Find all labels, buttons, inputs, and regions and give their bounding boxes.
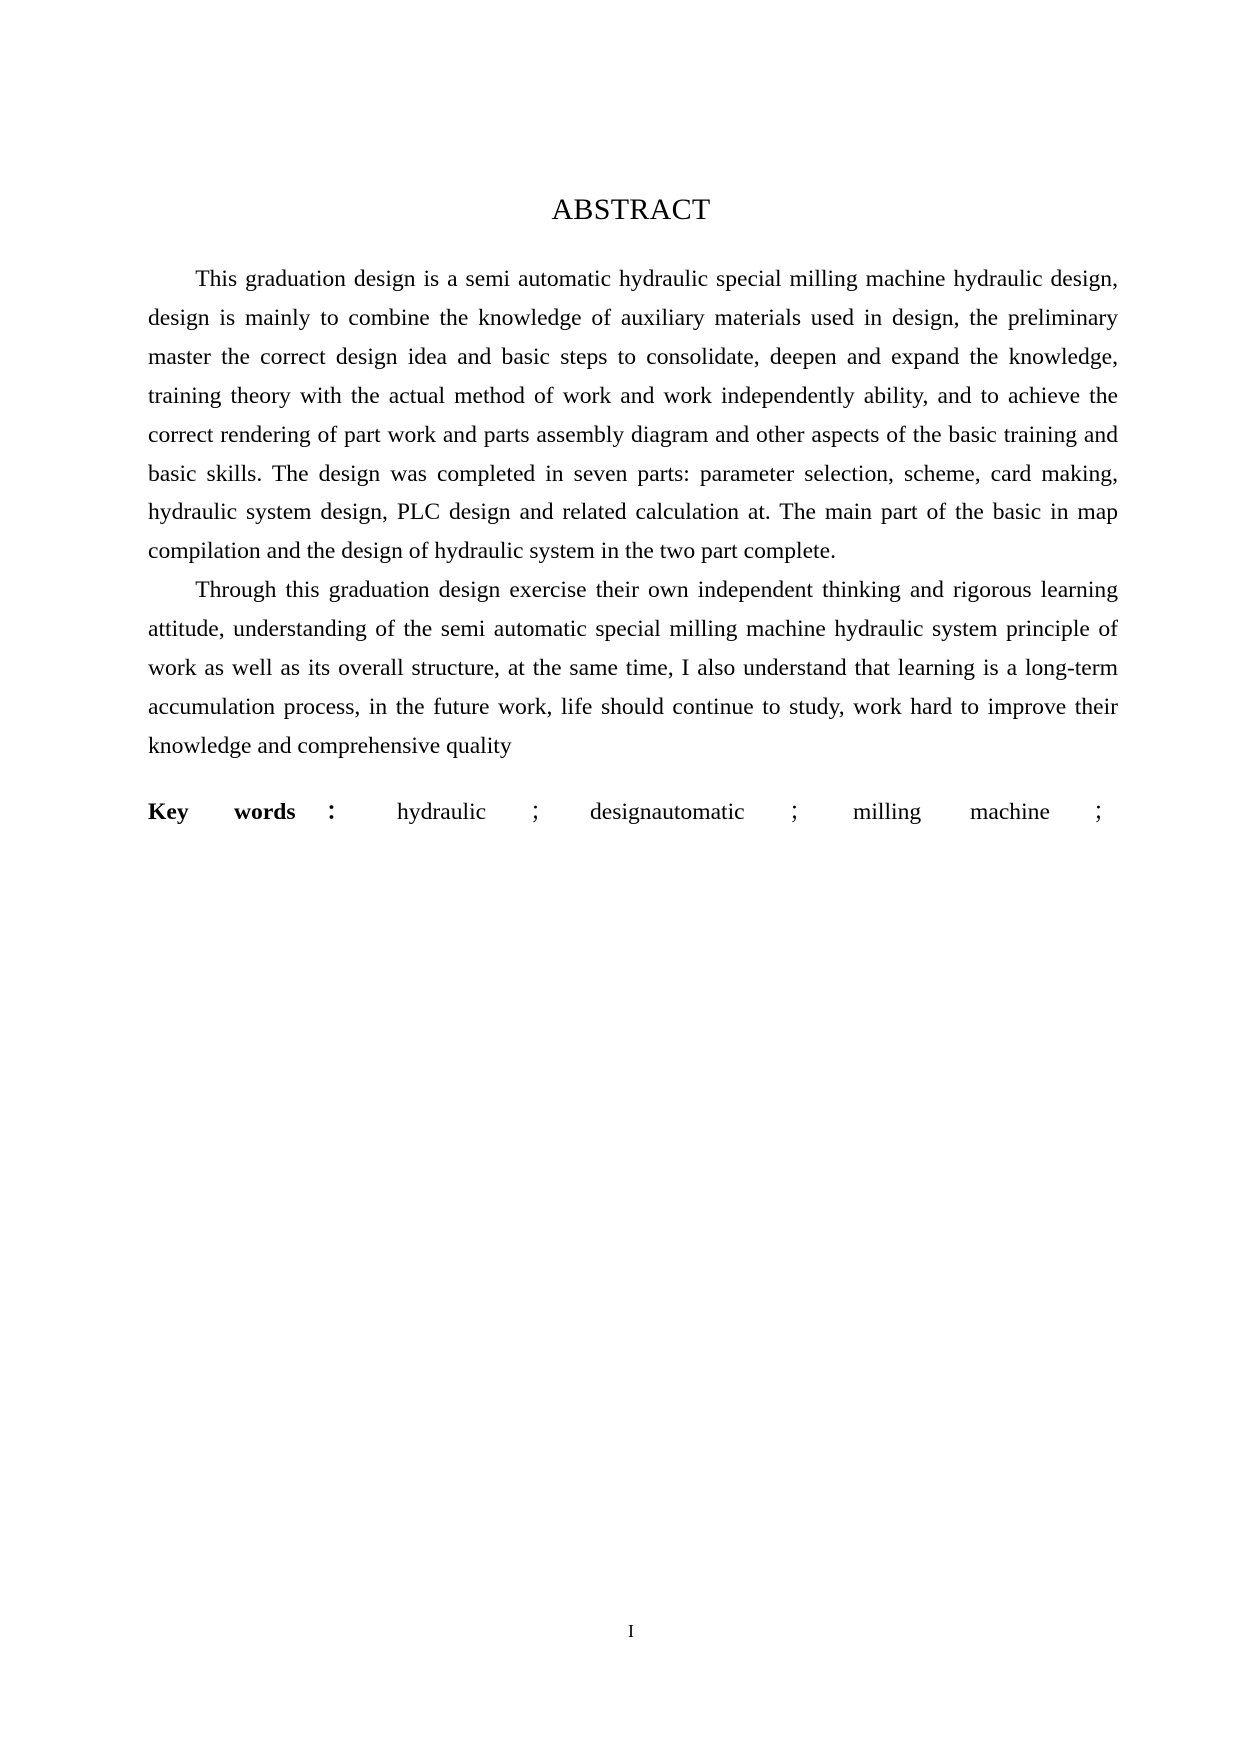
page-number: I [628,1621,634,1641]
keyword-machine: machine [970,799,1050,825]
keyword-milling: milling [853,799,922,825]
keyword-separator-3: ； [1093,799,1117,825]
keywords-label-colon: ： [326,799,350,825]
abstract-title: ABSTRACT [551,193,711,227]
abstract-paragraph-2: Through this graduation design exercise their own independent thinking and rigorous learning attitude, understanding of the semi automatic special milling machine hydraulic system principle of work as well as its overall structure, at the same time, I also understand that learning is a long-term accumulation process, in the future work, life should continue to study, work hard to improve their knowledge and comprehensive quality [148,577,1118,759]
keywords-label-words: words [234,799,296,825]
keywords-line [148,792,1117,832]
abstract-paragraph-1: This graduation design is a semi automatic hydraulic special milling machine hydraulic design, design is mainly to combine the knowledge of auxiliary materials used in design, the preliminary master the correct design idea and basic steps to consolidate, deepen and expand the knowledge, training theory with the actual method of work and work independently ability, and to achieve the correct rendering of part work and parts assembly diagram and other aspects of the basic training and basic skills. The design was completed in seven parts: parameter selection, scheme, card making, hydraulic system design, PLC design and related calculation at. The main part of the basic in map compilation and the design of hydraulic system in the two part complete. [148,266,1118,565]
keyword-designautomatic: designautomatic [590,799,745,825]
abstract-body [148,260,1118,766]
keyword-separator-2: ； [789,799,813,825]
keyword-hydraulic: hydraulic [397,799,487,825]
keywords-label-key: Key [148,799,189,825]
keyword-separator-1: ； [530,799,554,825]
